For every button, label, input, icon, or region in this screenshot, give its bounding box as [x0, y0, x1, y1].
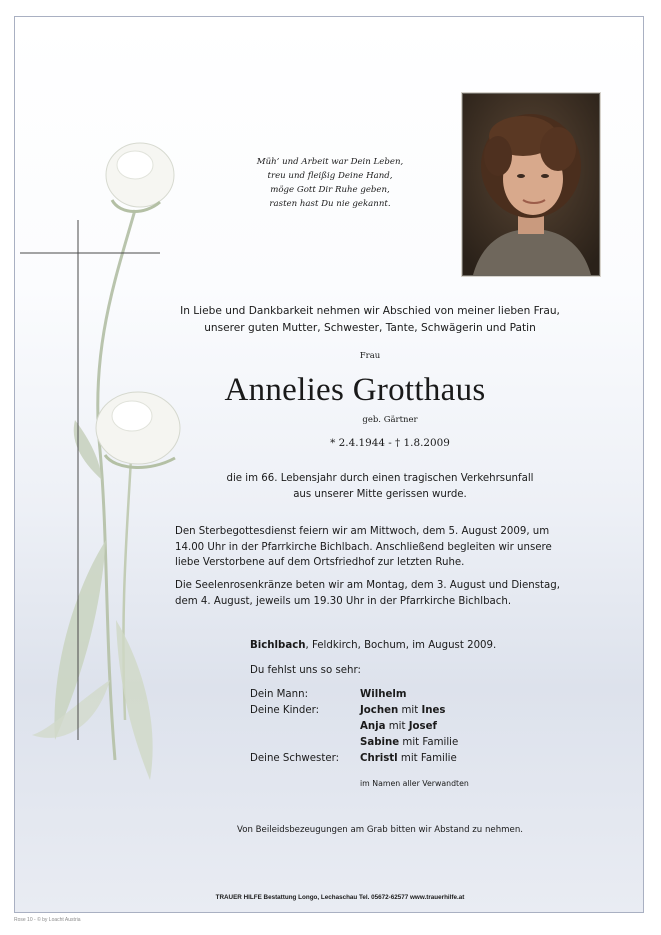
child-name: Anja	[360, 721, 386, 732]
service-line: 14.00 Uhr in der Pfarrkirche Bichlbach. Anschließend begleiten wir unsere	[175, 541, 552, 553]
children-label: Deine Kinder:	[250, 705, 320, 716]
death-note-line: aus unserer Mitte gerissen wurde.	[293, 488, 467, 500]
with-text: mit	[398, 705, 422, 716]
rosary-paragraph	[175, 578, 560, 609]
with-text: mit Familie	[397, 753, 457, 764]
partner-name: Ines	[421, 705, 446, 716]
intro-line: In Liebe und Dankbarkeit nehmen wir Abschied von meiner lieben Frau,	[180, 305, 560, 317]
deceased-name: Annelies Grotthaus	[224, 372, 486, 408]
birth-name: geb. Gärtner	[362, 415, 418, 425]
rose-cross-illustration	[20, 120, 190, 820]
service-line: liebe Verstorbene auf dem Ortsfriedhof zur letzten Ruhe.	[175, 557, 465, 568]
with-text: mit Familie	[399, 737, 459, 748]
with-text: mit	[385, 721, 409, 732]
intro-line: unserer guten Mutter, Schwester, Tante, Schwägerin und Patin	[204, 322, 536, 334]
poem-line: treu und fleißig Deine Hand,	[267, 171, 393, 181]
husband-label: Dein Mann:	[250, 689, 309, 700]
sister-label: Deine Schwester:	[250, 753, 340, 764]
child-name: Sabine	[360, 737, 400, 748]
place-rest: , Feldkirch, Bochum, im August 2009.	[305, 640, 497, 651]
child-row	[360, 721, 437, 732]
poem-line: rasten hast Du nie gekannt.	[269, 199, 391, 209]
place-town: Bichlbach	[250, 640, 306, 651]
missed-line: Du fehlst uns so sehr:	[250, 665, 361, 676]
image-credit: Rose 10 - © by Loacht Austria	[14, 917, 81, 923]
child-row	[360, 737, 458, 748]
undertaker-footer: TRAUER HILFE Bestattung Longo, Lechaschau Tel. 05672-62577 www.trauerhilfe.at	[215, 894, 465, 901]
death-note	[190, 471, 570, 502]
child-row	[360, 705, 446, 716]
service-line: Den Sterbegottesdienst feiern wir am Mittwoch, dem 5. August 2009, um	[175, 526, 550, 537]
rosary-line: dem 4. August, jeweils um 19.30 Uhr in der Pfarrkirche Bichlbach.	[175, 595, 512, 607]
relatives-line: im Namen aller Verwandten	[360, 779, 469, 788]
service-paragraph	[175, 524, 552, 571]
sister-name: Christl	[360, 753, 398, 764]
partner-name: Josef	[408, 721, 437, 732]
intro-text	[150, 303, 590, 337]
life-dates: * 2.4.1944 - † 1.8.2009	[330, 437, 450, 449]
portrait-image	[463, 94, 599, 275]
salutation: Frau	[359, 351, 381, 361]
poem-line: Müh’ und Arbeit war Dein Leben,	[256, 157, 404, 167]
portrait-photo	[462, 93, 600, 276]
place-date	[250, 640, 496, 651]
child-name: Jochen	[360, 705, 399, 716]
poem-line: möge Gott Dir Ruhe geben,	[270, 185, 390, 195]
death-note-line: die im 66. Lebensjahr durch einen tragischen Verkehrsunfall	[226, 473, 534, 484]
rosary-line: Die Seelenrosenkränze beten wir am Montag, dem 3. August und Dienstag,	[175, 580, 560, 591]
poem	[240, 155, 420, 211]
husband-name: Wilhelm	[360, 689, 407, 700]
sister-row	[360, 753, 457, 764]
condolence-note: Von Beileidsbezeugungen am Grab bitten wir Abstand zu nehmen.	[237, 825, 523, 835]
